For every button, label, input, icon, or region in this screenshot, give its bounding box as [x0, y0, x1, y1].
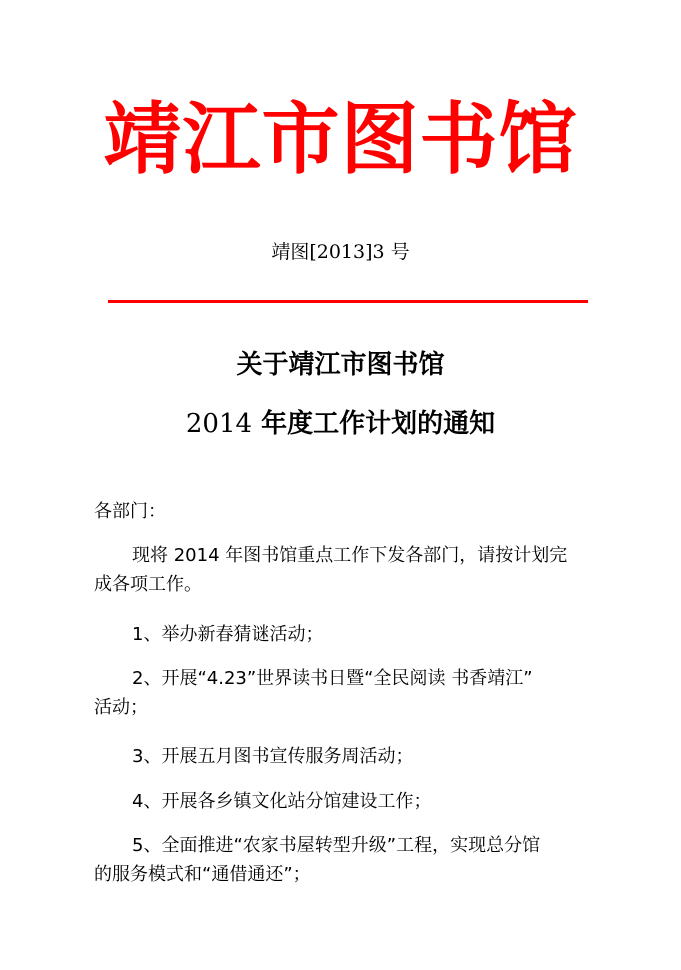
list-item-5 [94, 831, 594, 889]
notice-title-year: 2014 [185, 409, 253, 439]
list-item-5-line-1: 5、全面推进“农家书屋转型升级”工程，实现总分馆 [132, 835, 541, 856]
salutation: 各部门： [94, 501, 166, 522]
list-item-2 [94, 664, 594, 722]
intro-paragraph [94, 541, 594, 599]
list-item-5-line-2: 的服务模式和“通借通还”； [94, 864, 311, 885]
notice-title-line1: 关于靖江市图书馆 [236, 350, 445, 380]
organization-title: 靖江市图书馆 [103, 95, 578, 185]
list-item-3-line-1: 3、开展五月图书宣传服务周活动； [132, 746, 414, 767]
intro-line-2: 成各项工作。 [94, 574, 202, 595]
list-item-2-line-1: 2、开展“4.23”世界读书日暨“全民阅读 书香靖江” [132, 668, 533, 689]
notice-title-line2 [0, 405, 681, 443]
intro-line-1: 现将 2014 年图书馆重点工作下发各部门，请按计划完 [132, 545, 568, 566]
red-divider-line [108, 300, 588, 303]
list-item-2-line-2: 活动； [94, 697, 148, 718]
list-item-1-line-1: 1、举办新春猜谜活动； [132, 624, 324, 645]
list-item-4-line-1: 4、开展各乡镇文化站分馆建设工作； [132, 791, 432, 812]
notice-title-line2-text: 年度工作计划的通知 [252, 409, 496, 439]
list-item-3 [94, 742, 594, 771]
list-item-4 [94, 787, 594, 816]
list-item-1 [94, 620, 594, 649]
document-number: 靖图[2013]3 号 [271, 241, 410, 263]
